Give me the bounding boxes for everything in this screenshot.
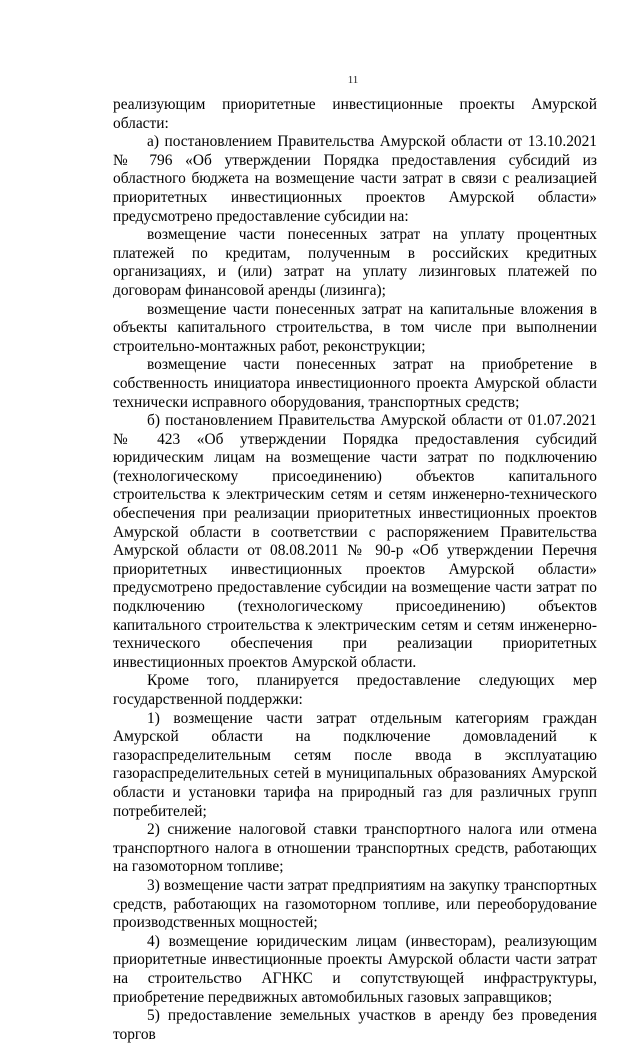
list-item-4: 4) возмещение юридическим лицам (инвесторам), реализующим приоритетные инвестиционные проекты Амурской области части затрат на строительство АГНКС и сопутствующей инфраструктуры, приобретение передвижных автомобильных газовых заправщиков; (113, 932, 597, 1006)
paragraph-continuation: реализующим приоритетные инвестиционные проекты Амурской области: (113, 96, 597, 132)
paragraph-support-measures-intro: Кроме того, планируется предоставление следующих мер государственной поддержки: (113, 672, 597, 708)
document-body (113, 96, 597, 1044)
list-item-1: 1) возмещение части затрат отдельным категориям граждан Амурской области на подключение домовладений к газораспределительным сетям после ввода в эксплуатацию газораспределительных сетей в муниципальных образованиях Амурской области и установки тарифа на природный газ для различных групп потребителей; (113, 709, 597, 820)
page-number: 11 (347, 74, 359, 86)
list-item-2: 2) снижение налоговой ставки транспортного налога или отмена транспортного налога в отношении транспортных средств, работающих на газомоторном топливе; (113, 821, 597, 876)
list-item-3: 3) возмещение части затрат предприятиям на закупку транспортных средств, работающих на газомоторном топливе, или переоборудование производственных мощностей; (113, 876, 597, 932)
paragraph-resolution-796: а) постановлением Правительства Амурской области от 13.10.2021 № 796 «Об утверждении Порядка предоставления субсидий из областного бюджета на возмещение части затрат в связи с реализацией приоритетных инвестиционных проектов Амурской области» предусмотрено предоставление субсидии на: (113, 133, 597, 225)
paragraph-capital-investments: возмещение части понесенных затрат на капитальные вложения в объекты капитального строительства, в том числе при выполнении строительно-монтажных работ, реконструкции; (113, 300, 597, 355)
list-item-5: 5) предоставление земельных участков в аренду без проведения торгов (113, 1007, 597, 1043)
paragraph-resolution-423: б) постановлением Правительства Амурской области от 01.07.2021 № 423 «Об утверждении Порядка предоставления субсидий юридическим лицам на возмещение части затрат по подключению (технологическому присоединению) объектов капитального строительства к электрическим сетям и сетям инженерно-технического обеспечения при реализации приоритетных инвестиционных проектов Амурской области в соответствии с распоряжением Правительства Амурской области от 08.08.2011 № 90-р «Об утверждении Перечня приоритетных инвестиционных проектов Амурской области» предусмотрено предоставление субсидии на возмещение части затрат по подключению (технологическому присоединению) объектов капитального строительства к электрическим сетям и сетям инженерно-технического обеспечения при реализации приоритетных инвестиционных проектов Амурской области. (113, 412, 597, 671)
paragraph-interest-payments: возмещение части понесенных затрат на уплату процентных платежей по кредитам, полученным в российских кредитных организациях, и (или) затрат на уплату лизинговых платежей по договорам финансовой аренды (лизинга); (113, 226, 597, 299)
paragraph-equipment-purchase: возмещение части понесенных затрат на приобретение в собственность инициатора инвестиционного проекта Амурской области технически исправного оборудования, транспортных средств; (113, 356, 597, 411)
